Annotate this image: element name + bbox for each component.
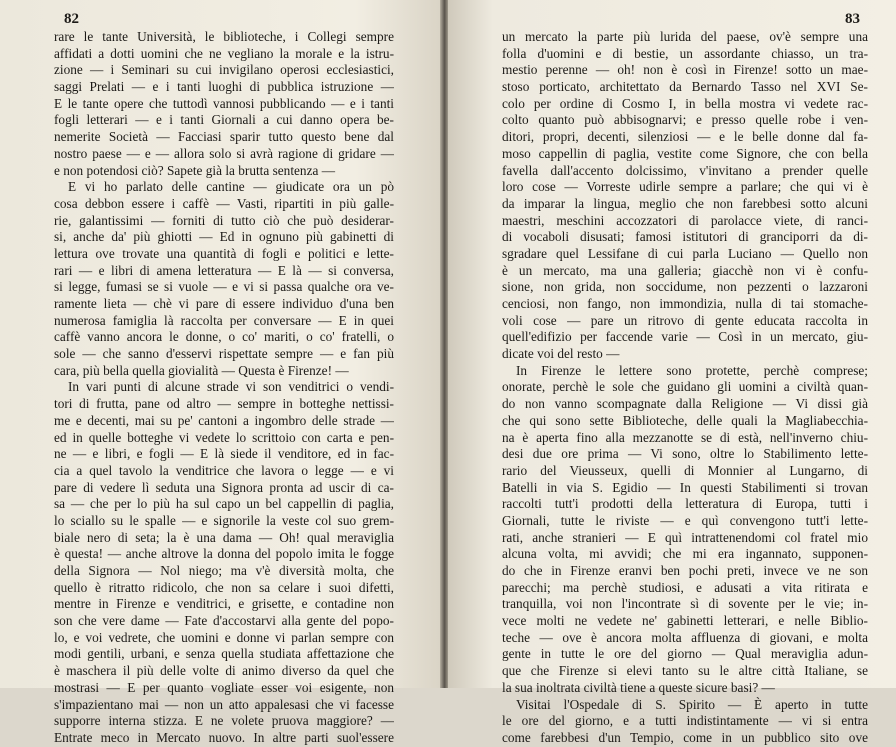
left-page-line: caffè vanno ancora le donne, o co' mariti, o co' fratelli, o [54, 329, 394, 345]
left-page-line: cia a quel tavolo la venditrice che lavora o legge — e vi [54, 462, 394, 478]
left-page-line: cosa debbon essere i caffè — Vasti, ripartiti in più galle- [54, 195, 394, 211]
right-page-line: alcuna volta, mi avvidi; che mi era ingannato, supponen- [502, 546, 868, 562]
left-page-line: sole — che sanno d'esservi rispettate sempre — e fan più [54, 346, 394, 362]
left-page-line: me e decenti, mai su pe' cantoni a ingombro delle strade — [54, 412, 394, 428]
right-page-line: que che Firenze si elevi tanto su le altre città Italiane, se [502, 663, 868, 679]
left-page-line: ed in quelle botteghe vi vedete lo scrittoio con carta e pen- [54, 429, 394, 445]
right-page-line: raccolti tutt'i prodotti della letteratura di Europa, tutti i [502, 496, 868, 512]
right-page-line: di vocaboli disusati; famosi istitutori di granciporri da di- [502, 229, 868, 245]
right-page-line: le ore del giorno, e a tutti indistintamente — vi si entra [502, 713, 868, 729]
right-page-line: un mercato la parte più lurida del paese, ov'è sempre una [502, 29, 868, 44]
left-page-line: mostrasi — E per quanto vogliate esser voi esigente, non [54, 679, 394, 695]
left-page-line: si, anche da' più ghiotti — Ed in ognuno più gabinetti di [54, 229, 394, 245]
right-page-line: na è aperta fino alla mezzanotte se di està, nell'inverno chiu- [502, 429, 868, 445]
right-page-line: vece molti ne vedete ne' gabinetti letterari, e nelle Biblio- [502, 613, 868, 629]
right-page [448, 0, 896, 745]
right-page-line: teche — ove è ancora molta affluenza di giovani, e molta [502, 629, 868, 645]
left-page-line: tori di frutta, pane od altro — sempre in botteghe nettissi- [54, 396, 394, 412]
right-page-line: loro cose — Vorreste udirle sempre a parlare; che qui vi è [502, 179, 868, 195]
right-page-line: voli cose — pare un ritrovo di gente educata raccolta in [502, 312, 868, 328]
left-page-line: supporre interna stizza. E ne volete pruova maggiore? — [54, 713, 394, 729]
right-page-line: maestri, meschini accozzatori di parolacce viete, di ranci- [502, 212, 868, 228]
left-page-line: è questa! — anche altrove la donna del popolo imita le fogge [54, 546, 394, 562]
left-page-line: affidati a dotti uomini che ne vegliano la morale e la istru- [54, 45, 394, 61]
left-page-line: modi gentili, urbani, e senza quella studiata affettazione che [54, 646, 394, 662]
right-page-line: Giornali, tutte le riviste — e quì convengono tutt'i lette- [502, 512, 868, 528]
right-page-line: tranquilla, voi non l'incontrate sì di sovente per le vie; in- [502, 596, 868, 612]
right-page-line: folla d'uomini e di bestie, un assordante chiasso, un tra- [502, 45, 868, 61]
right-page-line: è un mercato, ma una galleria; giacchè non vi è confu- [502, 262, 868, 278]
right-page-line: come farebbesi d'un Tempio, come in un pubblico sito ove [502, 729, 868, 745]
left-page-line: pare di vedere lì seduta una Signora pronta ad uscir di ca- [54, 479, 394, 495]
left-page-line: cara, più bella quella giovialità — Questa è Firenze! — [54, 362, 349, 378]
right-page-line: sione, non grida, non soccidume, non pezzenti o lazzaroni [502, 279, 868, 295]
right-page-line: do che in Firenze eranvi ben pochi preti, invece ve ne son [502, 563, 868, 578]
right-page-line: ditori, propri, decenti, silenziosi — e le belle donne dal fa- [502, 129, 868, 145]
right-page-line: colo per ordine di Cosmo I, in bella mostra vi vedete rac- [502, 95, 868, 111]
right-page-line: desi due ore prima — Vi sono, oltre lo Stabilimento lette- [502, 446, 868, 462]
left-page-text [54, 29, 394, 747]
left-page-line: zione — i Seminari su cui invigilano operosi ecclesiastici, [54, 62, 394, 78]
left-page-line: è maschera il più delle volte di animo diverso da quel che [54, 663, 394, 679]
left-page-line: ramente lieta — chè vi pare di essere individuo d'una ben [54, 296, 394, 311]
left-page-line: numerosa famiglia là raccolta per conversare — E in quei [54, 312, 394, 328]
left-page-line: Entrate meco in Mercato nuovo. In altre parti suol'essere [54, 729, 394, 745]
right-page-line: favella dall'accento dolcissimo, v'invitano a prender quelle [502, 162, 868, 178]
right-page-line: da imparar la lingua, meglio che non farebbesi sotto alcuni [502, 195, 868, 211]
right-page-line: parecchi; ma perchè studiosi, e adusati a vita ritirata e [502, 579, 868, 595]
right-page-line: rario del Vieusseux, quelli di Monnier al Lungarno, di [502, 462, 868, 478]
right-page-line: quell'edifizio per faccende varie — Così in un mercato, giu- [502, 329, 868, 345]
right-page-line: rati, anche stranieri — E quì intrattenendomi col fratel mio [502, 529, 868, 545]
left-page-line: si legge, fumasi se si vuole — e vi si passa qualche ora ve- [54, 279, 394, 295]
left-page-line: rare le tante Università, le biblioteche, i Collegi sempre [54, 29, 394, 44]
right-page-line: do non vanno scompagnate dalla Religione — Vi dissi già [502, 396, 868, 412]
right-page-line: onorate, perchè le sole che guidano gli uomini a civiltà quan- [502, 379, 868, 395]
left-page-line: rari — e libri di amena letteratura — E là — si conversa, [54, 262, 394, 278]
left-page-line: s'impazientano mai — non un atto appalesasi che vi facesse [54, 696, 394, 712]
left-page-line: della Signora — Nol niego; ma v'è diversità molta, che [54, 563, 394, 578]
left-page-line: rie, galantissimi — forniti di tutto ciò che può desiderar- [54, 212, 394, 228]
right-page-line: Batelli in via S. Egidio — In questi Stabilimenti si trovan [502, 479, 868, 495]
right-page-line: In Firenze le lettere sono protette, perchè comprese; [516, 362, 868, 378]
right-page-text [502, 29, 868, 747]
left-page-line: E vi ho parlato delle cantine — giudicate ora un pò [68, 179, 394, 195]
left-page-line: mentre in Firenze e venditrici, e grisette, e contadine non [54, 596, 394, 612]
page-number-left: 82 [64, 11, 79, 27]
left-page-line: son che vere dame — Fate d'accostarvi alla gente del popo- [54, 613, 394, 629]
right-page-line: mestio perenne — oh! non è così in Firenze! sotto un mae- [502, 62, 868, 78]
left-page-line: saggi Prelati — e i tanti luoghi di pubblica istruzione — [54, 79, 394, 95]
left-page-line: nemerite Società — Facciasi sparir tutto questo bene dal [54, 129, 394, 145]
left-page-line: sa — che per lo più ha sul capo un bel cappellin di paglia, [54, 496, 394, 512]
left-page-line: ne — e libri, e fogli — E là siede il venditore, ed in fac- [54, 446, 394, 462]
right-page-line: dicate voi del resto — [502, 346, 620, 362]
left-page-line: lo, e voi vedrete, che uomini e donne vi parlan sempre con [54, 629, 394, 645]
right-page-line: cenciosi, non fango, non immondizia, nulla di tai stomache- [502, 296, 868, 311]
right-page-line: sgradare quel Lessifane di cui parla Luciano — Quello non [502, 245, 868, 261]
left-page-line: fogli letterari — e i tanti Giornali a cui danno opera be- [54, 112, 394, 128]
left-page-line: biale nero di seta; la è una dama — Oh! qual meraviglia [54, 529, 394, 545]
left-page-line: e non potendosi ciò? Sapete già la brutta sentenza — [54, 162, 335, 178]
left-page-line: lettura ove trovate una quantità di fogli e politici e lette- [54, 245, 394, 261]
left-page [0, 0, 444, 745]
right-page-line: che qui sono sette Biblioteche, delle quali la Magliabecchia- [502, 412, 868, 428]
right-page-line: Visitai l'Ospedale di S. Spirito — È aperto in tutte [516, 696, 868, 712]
right-page-line: moso cappellin di paglia, vestite come Signore, che con bella [502, 145, 868, 161]
page-number-right: 83 [845, 11, 860, 27]
right-page-line: colto quanto può abbisognarvi; e presso quelle robe i ven- [502, 112, 868, 128]
right-page-line: la sua inoltrata civiltà tiene a queste sicure basi? — [502, 679, 775, 695]
left-page-line: In vari punti di alcune strade vi son venditrici o vendi- [68, 379, 394, 395]
left-page-line: nostro paese — e — allora solo si avrà ragione di gridare — [54, 145, 394, 161]
left-page-line: E le tante opere che tuttodì vannosi pubblicando — e i tanti [54, 95, 394, 111]
left-page-line: lo sciallo su le spalle — e signorile la veste col suo grem- [54, 512, 394, 528]
left-page-line: quello è ritratto ridicolo, che non sa celare i suoi difetti, [54, 579, 394, 595]
right-page-line: gente in tutte le ore del giorno — Qual meraviglia adun- [502, 646, 868, 662]
right-page-line: stoso porticato, architettato da Bernardo Tasso nel XVI Se- [502, 79, 868, 95]
